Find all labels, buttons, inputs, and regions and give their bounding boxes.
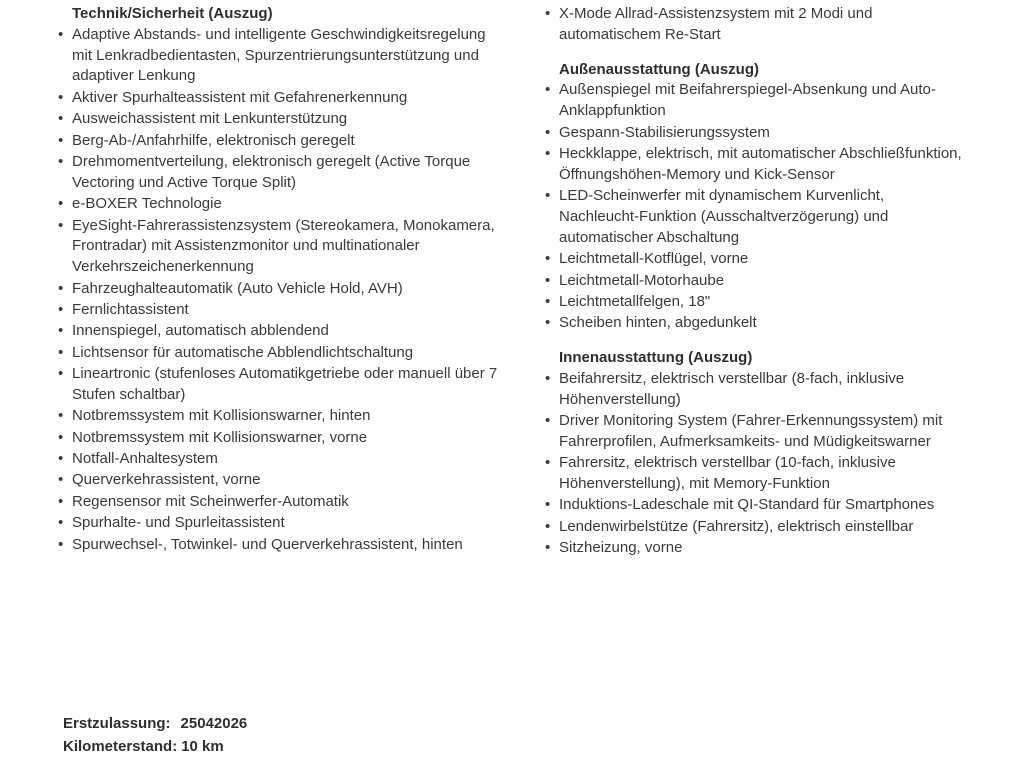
list-item: • Leichtmetall-Kotflügel, vorne: [545, 249, 965, 270]
feature-list: [545, 4, 965, 46]
feature-list: [545, 80, 965, 334]
list-item: • Querverkehrassistent, vorne: [58, 470, 498, 491]
right-column: [545, 4, 965, 560]
list-item: • Leichtmetallfelgen, 18": [545, 292, 965, 313]
list-item: • e-BOXER Technologie: [58, 194, 498, 215]
list-item: • Fernlichtassistent: [58, 300, 498, 321]
mileage-value: 10 km: [181, 738, 224, 755]
list-item: • Berg-Ab-/Anfahrhilfe, elektronisch geregelt: [58, 131, 498, 152]
list-item: • Driver Monitoring System (Fahrer-Erkennungssystem) mit Fahrerprofilen, Aufmerksamkeits- und Müdigkeitswarner: [545, 411, 965, 453]
list-item: • LED-Scheinwerfer mit dynamischem Kurvenlicht, Nachleucht-Funktion (Ausschaltverzögerung) und automatischer Abschaltung: [545, 186, 965, 248]
mileage-row: [63, 735, 247, 758]
list-item: • Sitzheizung, vorne: [545, 538, 965, 559]
list-item: • Aktiver Spurhalteassistent mit Gefahrenerkennung: [58, 88, 498, 109]
registration-label: Erstzulassung:: [63, 715, 171, 732]
registration-row: [63, 712, 247, 735]
list-item: • Ausweichassistent mit Lenkunterstützung: [58, 109, 498, 130]
section-technik-sicherheit: [58, 4, 498, 555]
list-item: • Notbremssystem mit Kollisionswarner, hinten: [58, 406, 498, 427]
list-item: • Notbremssystem mit Kollisionswarner, vorne: [58, 428, 498, 449]
list-item: • Innenspiegel, automatisch abblendend: [58, 321, 498, 342]
list-item: • Lendenwirbelstütze (Fahrersitz), elektrisch einstellbar: [545, 517, 965, 538]
list-item: • X-Mode Allrad-Assistenzsystem mit 2 Modi und automatischem Re-Start: [545, 4, 965, 46]
section-heading: Innenausstattung (Auszug): [559, 349, 753, 367]
list-item: • Lichtsensor für automatische Abblendlichtschaltung: [58, 343, 498, 364]
section-aussenausstattung: [545, 60, 965, 335]
list-item: • Drehmomentverteilung, elektronisch geregelt (Active Torque Vectoring und Active Torque Split): [58, 152, 498, 194]
list-item: • Leichtmetall-Motorhaube: [545, 271, 965, 292]
list-item: • Spurhalte- und Spurleitassistent: [58, 513, 498, 534]
left-column: [58, 4, 498, 556]
list-item: • EyeSight-Fahrerassistenzsystem (Stereokamera, Monokamera, Frontradar) mit Assistenzmonitor und multinationaler Verkehrszeichenerkennung: [58, 216, 498, 278]
section-technik-continued: [545, 4, 965, 46]
registration-value: 25042026: [180, 715, 248, 732]
list-item: • Außenspiegel mit Beifahrerspiegel-Absenkung und Auto-Anklappfunktion: [545, 80, 965, 122]
vehicle-info-footer: [63, 712, 247, 758]
feature-list: [58, 25, 498, 556]
mileage-label: Kilometerstand:: [63, 738, 178, 755]
section-heading: Technik/Sicherheit (Auszug): [72, 5, 273, 22]
feature-list: [545, 369, 965, 559]
list-item: • Gespann-Stabilisierungssystem: [545, 123, 965, 144]
list-item: • Heckklappe, elektrisch, mit automatischer Abschließfunktion, Öffnungshöhen-Memory und Kick-Sensor: [545, 144, 965, 186]
section-heading: Außenausstattung (Auszug): [559, 60, 759, 78]
list-item: • Fahrersitz, elektrisch verstellbar (10-fach, inklusive Höhenverstellung), mit Memory-Funktion: [545, 453, 965, 495]
list-item: • Adaptive Abstands- und intelligente Geschwindigkeitsregelung mit Lenkradbedientasten, Spurzentrierungsunterstützung und adaptiver Lenkung: [58, 25, 498, 87]
section-innenausstattung: [545, 348, 965, 559]
list-item: • Induktions-Ladeschale mit QI-Standard für Smartphones: [545, 495, 965, 516]
list-item: • Scheiben hinten, abgedunkelt: [545, 313, 965, 334]
list-item: • Fahrzeughalteautomatik (Auto Vehicle Hold, AVH): [58, 279, 498, 300]
list-item: • Spurwechsel-, Totwinkel- und Querverkehrassistent, hinten: [58, 535, 498, 556]
list-item: • Regensensor mit Scheinwerfer-Automatik: [58, 492, 498, 513]
list-item: • Beifahrersitz, elektrisch verstellbar (8-fach, inklusive Höhenverstellung): [545, 369, 965, 411]
list-item: • Lineartronic (stufenloses Automatikgetriebe oder manuell über 7 Stufen schaltbar): [58, 364, 498, 406]
list-item: • Notfall-Anhaltesystem: [58, 449, 498, 470]
